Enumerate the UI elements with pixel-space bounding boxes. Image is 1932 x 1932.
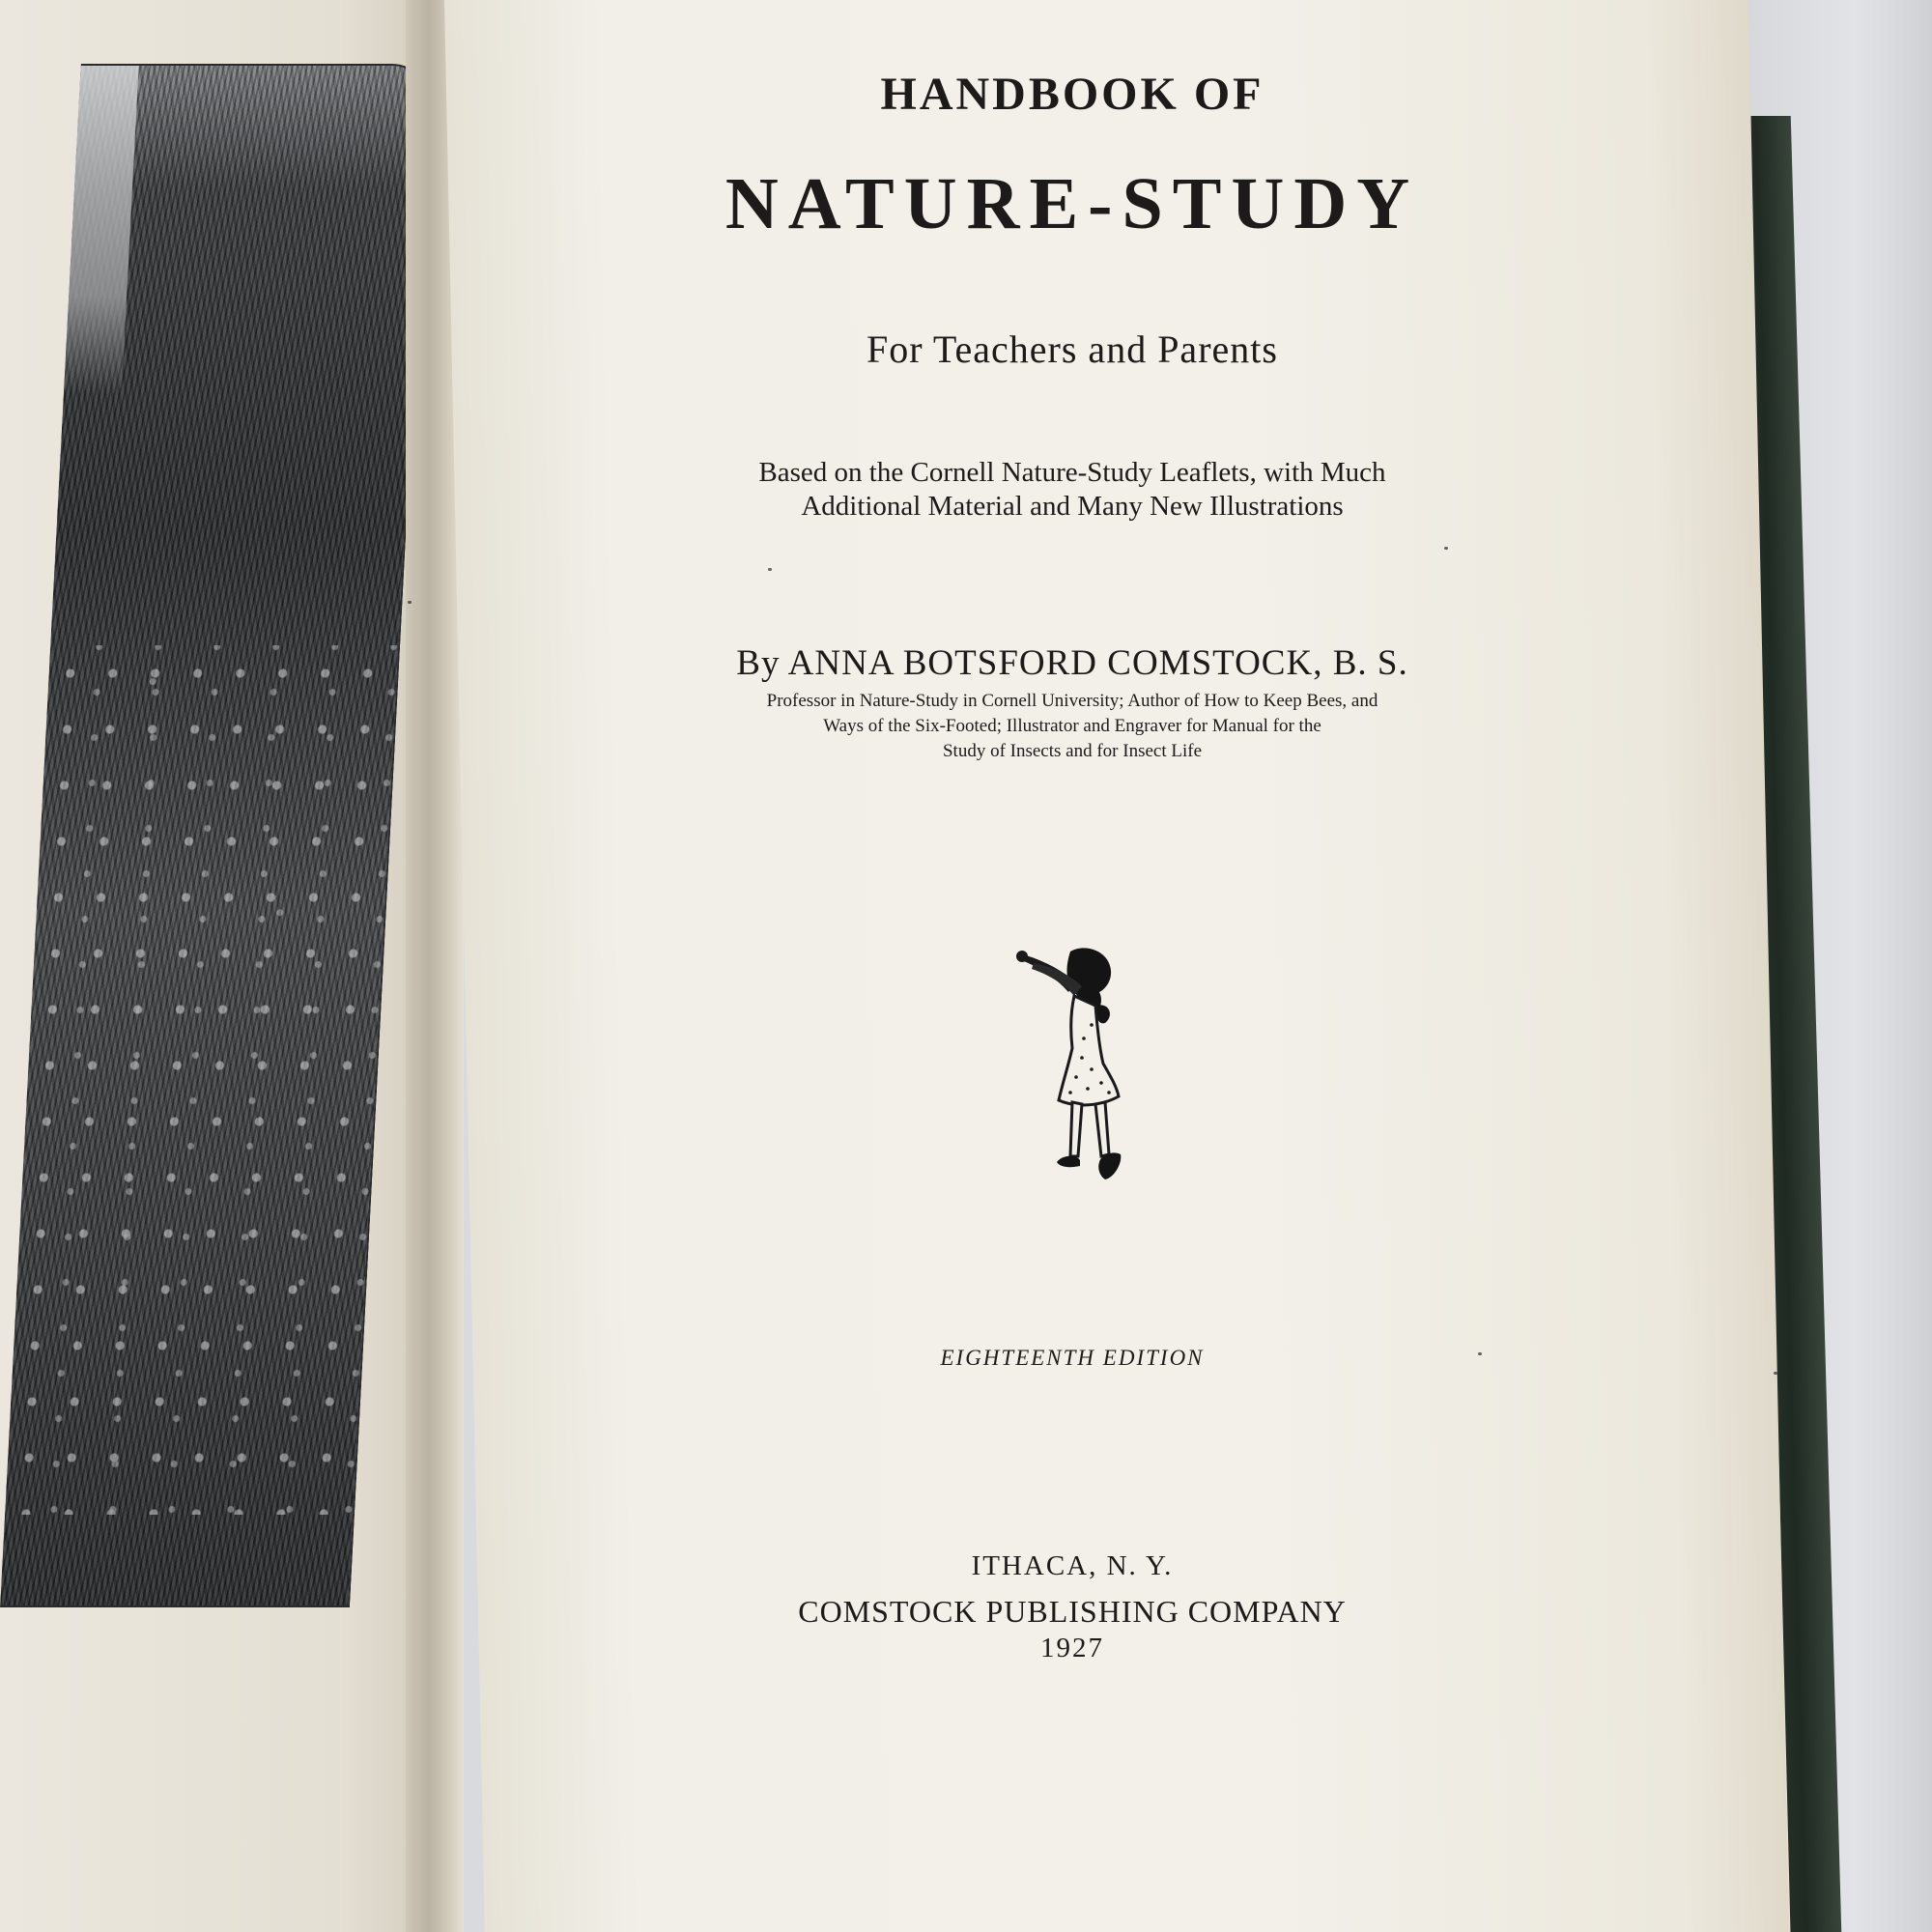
author-line: By ANNA BOTSFORD COMSTOCK, B. S. — [736, 643, 1408, 683]
credentials-line-3: Study of Insects and for Insect Life — [942, 741, 1203, 761]
handbook-of-heading: HANDBOOK OF — [880, 69, 1264, 120]
credentials-line-1: Professor in Nature-Study in Cornell University; Author of How to Keep Bees, and — [766, 691, 1378, 711]
left-page — [0, 0, 454, 1932]
frontispiece-photo — [0, 64, 431, 1607]
publisher-city: ITHACA, N. Y. — [971, 1550, 1174, 1581]
publication-year: 1927 — [1040, 1633, 1104, 1663]
based-on-line-2: Additional Material and Many New Illustrations — [801, 491, 1344, 522]
book-subtitle: For Teachers and Parents — [867, 327, 1278, 371]
photo-sky — [64, 66, 139, 394]
photo-flowers — [5, 645, 398, 1515]
based-on-line-1: Based on the Cornell Nature-Study Leaflets, with Much — [758, 457, 1386, 488]
book-title: NATURE-STUDY — [724, 163, 1420, 244]
page-speck — [408, 601, 412, 604]
publisher-name: COMSTOCK PUBLISHING COMPANY — [798, 1594, 1347, 1629]
page-speck — [768, 568, 772, 571]
page-speck — [1444, 547, 1448, 550]
page-speck — [1774, 1372, 1777, 1375]
girl-pointing-icon — [995, 942, 1130, 1188]
edition-line: EIGHTEENTH EDITION — [940, 1346, 1205, 1370]
credentials-line-2: Ways of the Six-Footed; Illustrator and Engraver for Manual for the — [823, 716, 1321, 736]
page-speck — [1478, 1352, 1482, 1355]
